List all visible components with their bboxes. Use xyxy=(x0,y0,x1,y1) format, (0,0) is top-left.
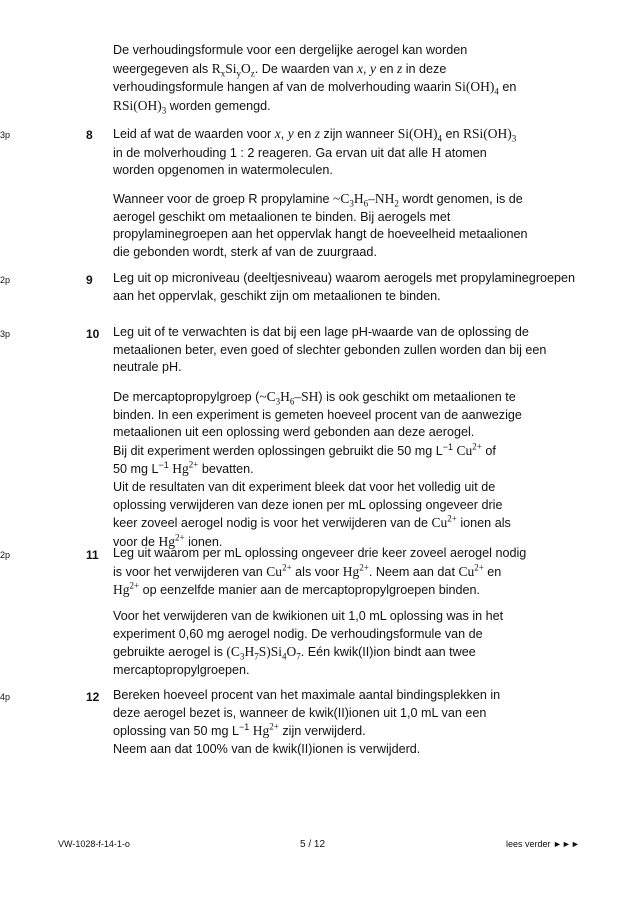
question-9-points: 2p xyxy=(0,275,11,285)
question-10-text: Leg uit of te verwachten is dat bij een lage pH-waarde van de oplossing de metaalionen beter, even goed of slechter gebonden zullen worden dan bij een neutrale pH. xyxy=(113,325,547,375)
question-10-number: 10 xyxy=(86,327,100,341)
question-10-points: 3p xyxy=(0,329,11,339)
propylamine-paragraph: Wanneer voor de groep R propylamine $\sim C_3H_6-NH_2$ wordt genomen, is de aerogel geschikt om metaalionen te binden. Bij aerogels met propylaminegroepen aan het oppervlak hangt de hoeveelheid metaalionen die gebonden wordt, sterk af van de zuurgraad. xyxy=(113,191,528,259)
question-8-text: Leid af wat de waarden voor x, y en z zijn wanneer $Si(OH)_4$ en $RSi(OH)_3$ in de molverhouding 1 : 2 reageren. Ga ervan uit dat alle H atomen worden opgenomen in watermoleculen. xyxy=(113,126,517,178)
question-11-number: 11 xyxy=(86,548,99,562)
question-12-points: 4p xyxy=(0,692,11,702)
question-12-number: 12 xyxy=(86,690,100,704)
footer-continue: lees verder ►►► xyxy=(506,839,580,849)
intro-paragraph: De verhoudingsformule voor een dergelijke aerogel kan worden weergegeven als $R_xSi_yO_z$. De waarden van x, y en z in deze verhoudingsformule hangen af van de molverhouding waarin $Si(OH)_4$ en $RSi(OH)_3$ worden gemengd. xyxy=(113,43,517,116)
question-11-points: 2p xyxy=(0,550,11,560)
question-9-number: 9 xyxy=(86,273,93,287)
question-8-points: 3p xyxy=(0,130,11,140)
question-12-text: Bereken hoeveel procent van het maximale aantal bindingsplekken in deze aerogel bezet is, wanneer de kwik(II)ionen uit 1,0 mL van een oplossing van 50 mg $L^{-1}$ $Hg^{2+}$ zijn verwijderd. Neem aan dat 100% van de kwik(II)ionen is verwijderd. xyxy=(113,688,501,756)
footer-exam-code: VW-1028-f-14-1-o xyxy=(58,839,130,849)
question-8-number: 8 xyxy=(86,128,93,142)
question-11-text: Leg uit waarom per mL oplossing ongeveer drie keer zoveel aerogel nodig is voor het verwijderen van $Cu^{2+}$ als voor $Hg^{2+}$. Neem aan dat $Cu^{2+}$ en $Hg^{2+}$ op eenzelfde manier aan de mercaptopropylgroepen binden. xyxy=(113,546,527,598)
mercury-paragraph: Voor het verwijderen van de kwikionen uit 1,0 mL oplossing was in het experiment 0,60 mg aerogel nodig. De verhoudingsformule van de gebruikte aerogel is $(C_3H_7S)Si_4O_7$. Eén kwik(II)ion bindt aan twee mercaptopropylgroepen. xyxy=(113,609,504,677)
footer-page-number: 5 / 12 xyxy=(300,839,326,850)
mercaptopropyl-paragraph: De mercaptopropylgroep $(\sim C_3H_6-SH)$ is ook geschikt om metaalionen te binden. In een experiment is gemeten hoeveel procent van de aanwezige metaalionen uit een oplossing werd gebonden aan deze aerogel. Bij dit experiment werden oplossingen gebruikt die 50 mg $L^{-1}$ $Cu^{2+}$ of 50 mg $L^{-1}$ $Hg^{2+}$ bevatten. Uit de resultaten van dit experiment bleek dat voor het volledig uit de oplossing verwijderen van deze ionen per mL oplossing ongeveer drie keer zoveel aerogel nodig is voor het verwijderen van de $Cu^{2+}$ ionen als voor de $Hg^{2+}$ ionen. xyxy=(113,389,522,549)
question-9-text: Leg uit op microniveau (deeltjesniveau) waarom aerogels met propylaminegroepen aan het oppervlak, geschikt zijn om metaalionen te binden. xyxy=(113,271,576,303)
